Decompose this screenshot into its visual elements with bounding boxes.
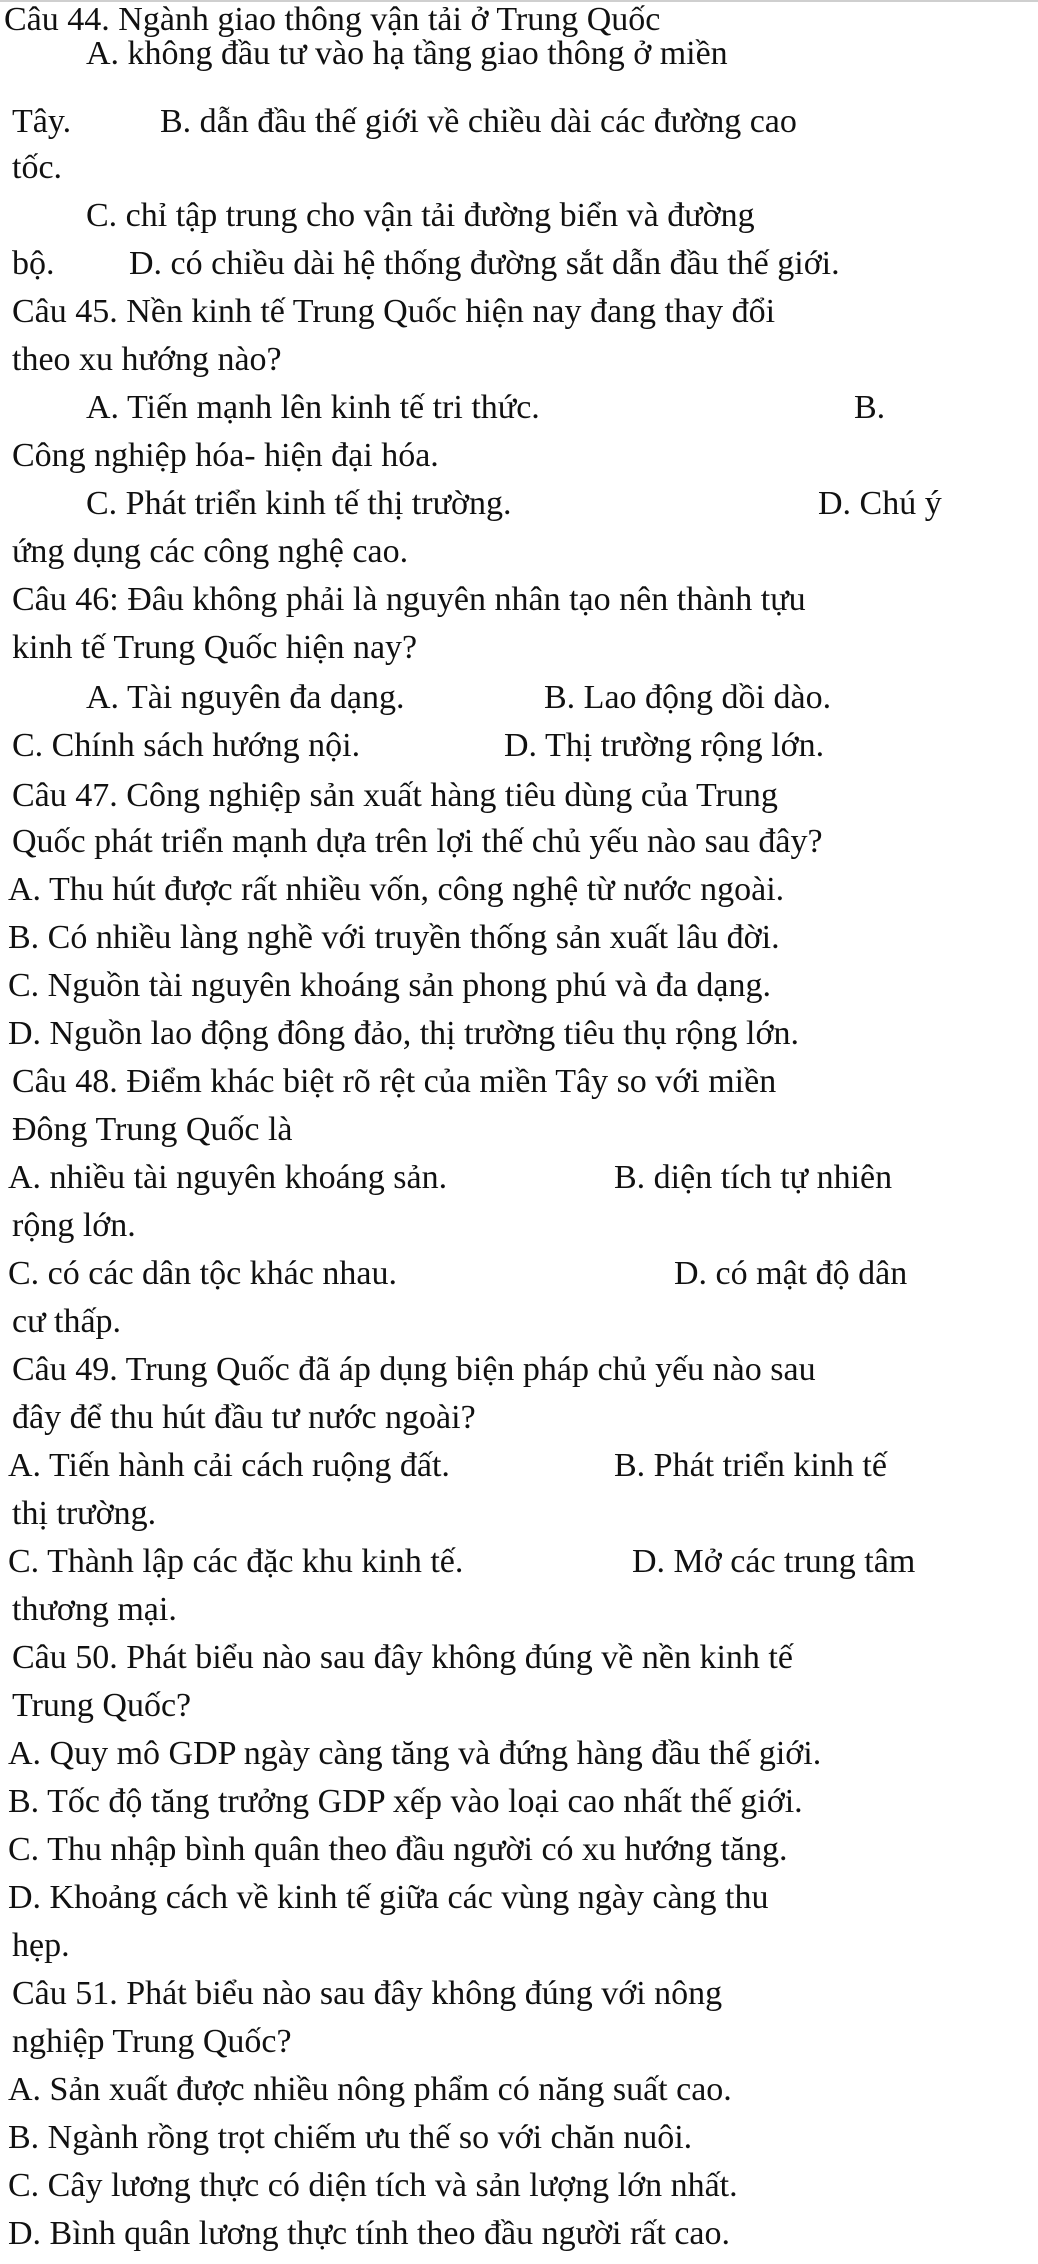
question-48-option-ab: A. nhiều tài nguyên khoáng sản. B. diện tích tự nhiên (8, 1159, 893, 1196)
question-44-option-d: bộ. D. có chiều dài hệ thống đường sắt dẫn đầu thế giới. (12, 245, 840, 282)
question-51-option-d: D. Bình quân lương thực tính theo đầu người rất cao. (8, 2215, 731, 2252)
question-49-option-ab: A. Tiến hành cải cách ruộng đất. B. Phát triển kinh tế (8, 1447, 887, 1484)
question-44-option-b: Tây. B. dẫn đầu thế giới về chiều dài các đường cao (12, 103, 797, 140)
question-49-title-cont: đây để thu hút đầu tư nước ngoài? (12, 1399, 476, 1436)
question-51-title: Câu 51. Phát biểu nào sau đây không đúng với nông (12, 1975, 723, 2012)
question-45-option-d-cont: ứng dụng các công nghệ cao. (12, 533, 409, 570)
question-50-option-c: C. Thu nhập bình quân theo đầu người có xu hướng tăng. (8, 1831, 788, 1868)
question-46-option-ab: A. Tài nguyên đa dạng. B. Lao động dồi dào. (86, 679, 832, 716)
question-45-option-ab: A. Tiến mạnh lên kinh tế tri thức. B. (86, 389, 886, 426)
question-48-option-d-cont: cư thấp. (12, 1303, 122, 1340)
question-50-option-b: B. Tốc độ tăng trưởng GDP xếp vào loại cao nhất thế giới. (8, 1783, 803, 1820)
question-50-title: Câu 50. Phát biểu nào sau đây không đúng về nền kinh tế (12, 1639, 793, 1676)
question-45-option-b-cont: Công nghiệp hóa- hiện đại hóa. (12, 437, 439, 474)
question-47-option-c: C. Nguồn tài nguyên khoáng sản phong phú và đa dạng. (8, 967, 771, 1004)
question-47-option-a: A. Thu hút được rất nhiều vốn, công nghệ từ nước ngoài. (8, 871, 785, 908)
question-50-option-a: A. Quy mô GDP ngày càng tăng và đứng hàng đầu thế giới. (8, 1735, 822, 1772)
question-51-option-c: C. Cây lương thực có diện tích và sản lượng lớn nhất. (8, 2167, 738, 2204)
question-46-title-cont: kinh tế Trung Quốc hiện nay? (12, 629, 418, 666)
question-49-option-d-cont: thương mại. (12, 1591, 177, 1628)
question-45-title-cont: theo xu hướng nào? (12, 341, 282, 378)
question-44-title: Câu 44. Ngành giao thông vận tải ở Trung Quốc (4, 1, 661, 38)
question-48-title-cont: Đông Trung Quốc là (12, 1111, 293, 1148)
question-49-option-cd: C. Thành lập các đặc khu kinh tế. D. Mở các trung tâm (8, 1543, 916, 1580)
question-51-option-b: B. Ngành rồng trọt chiếm ưu thế so với chăn nuôi. (8, 2119, 693, 2156)
question-44-option-b-cont: tốc. (12, 149, 63, 186)
question-45-title: Câu 45. Nền kinh tế Trung Quốc hiện nay đang thay đổi (12, 293, 776, 330)
question-48-title: Câu 48. Điểm khác biệt rõ rệt của miền Tây so với miền (12, 1063, 777, 1100)
question-47-title-cont: Quốc phát triển mạnh dựa trên lợi thế chủ yếu nào sau đây? (12, 823, 823, 860)
question-49-option-b-cont: thị trường. (12, 1495, 157, 1532)
question-45-option-cd: C. Phát triển kinh tế thị trường. D. Chú ý (86, 485, 942, 522)
question-47-option-b: B. Có nhiều làng nghề với truyền thống sản xuất lâu đời. (8, 919, 780, 956)
question-49-title: Câu 49. Trung Quốc đã áp dụng biện pháp chủ yếu nào sau (12, 1351, 816, 1388)
question-46-option-cd: C. Chính sách hướng nội. D. Thị trường rộng lớn. (12, 727, 825, 764)
question-46-title: Câu 46: Đâu không phải là nguyên nhân tạo nên thành tựu (12, 581, 806, 618)
question-44-option-c: C. chỉ tập trung cho vận tải đường biển và đường (86, 197, 755, 234)
question-48-option-cd: C. có các dân tộc khác nhau. D. có mật độ dân (8, 1255, 908, 1292)
question-47-title: Câu 47. Công nghiệp sản xuất hàng tiêu dùng của Trung (12, 777, 778, 814)
question-44-option-a: A. không đầu tư vào hạ tầng giao thông ở miền (86, 35, 728, 72)
question-48-option-b-cont: rộng lớn. (12, 1207, 136, 1244)
question-47-option-d: D. Nguồn lao động đông đảo, thị trường tiêu thụ rộng lớn. (8, 1015, 799, 1052)
question-51-option-a: A. Sản xuất được nhiều nông phẩm có năng suất cao. (8, 2071, 732, 2108)
question-50-option-d: D. Khoảng cách về kinh tế giữa các vùng ngày càng thu (8, 1879, 769, 1916)
question-51-title-cont: nghiệp Trung Quốc? (12, 2023, 292, 2060)
question-50-title-cont: Trung Quốc? (12, 1687, 192, 1724)
question-50-option-d-cont: hẹp. (12, 1927, 70, 1964)
